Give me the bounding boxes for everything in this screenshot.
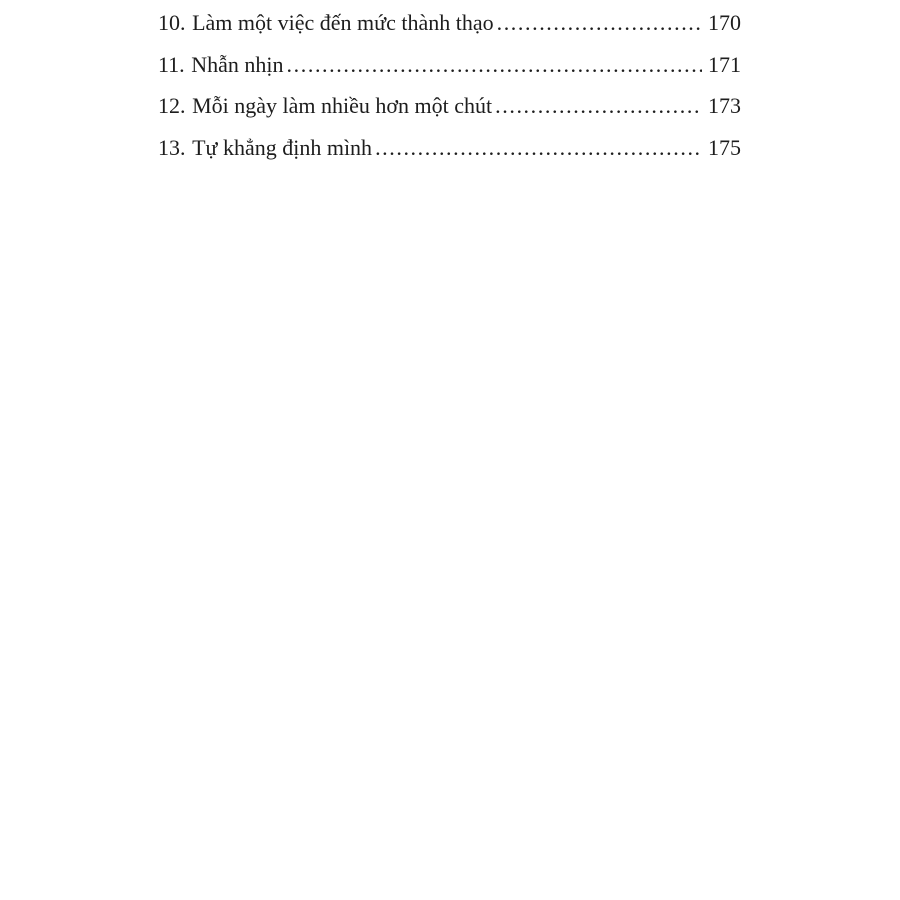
entry-number: 11. (158, 51, 185, 77)
entry-title: Nhẫn nhịn (191, 51, 284, 77)
toc-entry (158, 127, 741, 169)
entry-number: 12. (158, 93, 186, 119)
entry-number: 10. (158, 10, 186, 35)
dot-leader (287, 44, 702, 86)
entry-title: Mỗi ngày làm nhiều hơn một chút (192, 93, 493, 119)
toc-entry (158, 44, 741, 86)
entry-page-number: 175 (708, 135, 741, 161)
entry-title: Tự khẳng định mình (192, 135, 373, 161)
dot-leader (497, 2, 702, 44)
entry-number: 13. (158, 135, 186, 161)
table-of-contents (158, 2, 741, 169)
entry-title: Làm một việc đến mức thành thạo (192, 10, 494, 35)
dot-leader (375, 127, 702, 169)
dot-leader (495, 85, 702, 127)
toc-entry (158, 85, 741, 127)
toc-entry (158, 2, 741, 44)
entry-page-number: 173 (708, 93, 741, 119)
entry-page-number: 170 (708, 10, 741, 35)
entry-page-number: 171 (708, 51, 741, 77)
